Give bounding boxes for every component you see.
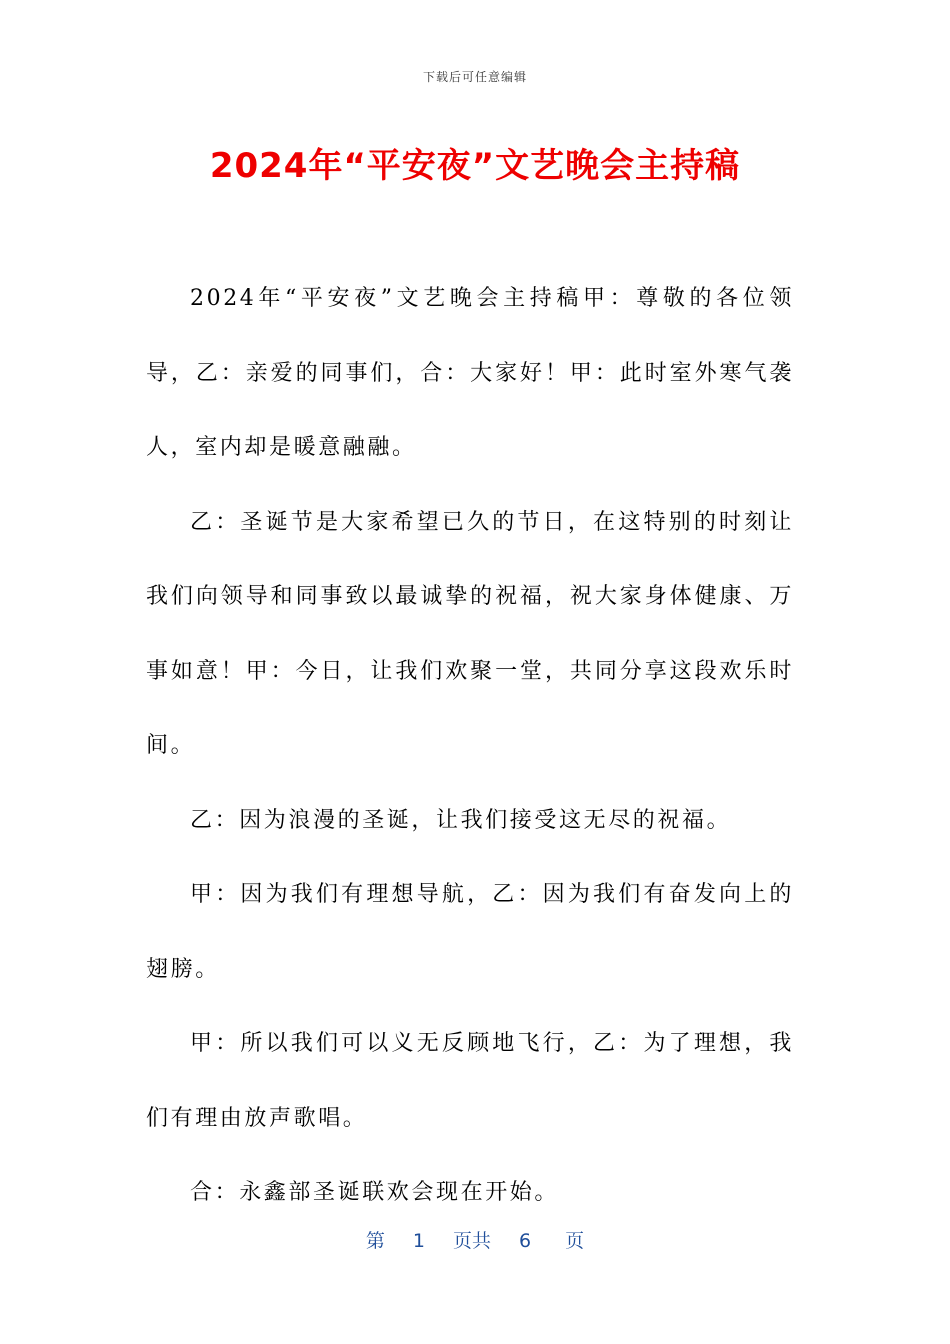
paragraph: 乙：圣诞节是大家希望已久的节日，在这特别的时刻让我们向领导和同事致以最诚挚的祝福，祝大家身体健康、万事如意！甲：今日，让我们欢聚一堂，共同分享这段欢乐时间。	[146, 509, 794, 758]
paragraph: 2024年“平安夜”文艺晚会主持稿甲：尊敬的各位领导，乙：亲爱的同事们，合：大家好！甲：此时室外寒气袭人，室内却是暖意融融。	[146, 286, 794, 460]
paragraph: 乙：因为浪漫的圣诞，让我们接受这无尽的祝福。	[190, 807, 732, 833]
page-total: 6	[519, 1230, 532, 1252]
paragraph: 合：永鑫部圣诞联欢会现在开始。	[190, 1180, 560, 1205]
page-end-label: 页	[565, 1230, 585, 1252]
page-label: 第	[365, 1230, 385, 1252]
paragraph: 甲：因为我们有理想导航，乙：因为我们有奋发向上的翅膀。	[146, 882, 794, 982]
document-body	[146, 262, 794, 1231]
page-current: 1	[412, 1230, 425, 1252]
header-note: 下载后可任意编辑	[422, 70, 527, 84]
page-mid-label: 页共	[452, 1230, 491, 1252]
page-footer	[0, 1226, 950, 1253]
paragraph: 甲：所以我们可以义无反顾地飞行，乙：为了理想，我们有理由放声歌唱。	[146, 1031, 794, 1131]
document-title: 2024年“平安夜”文艺晚会主持稿	[209, 146, 741, 186]
